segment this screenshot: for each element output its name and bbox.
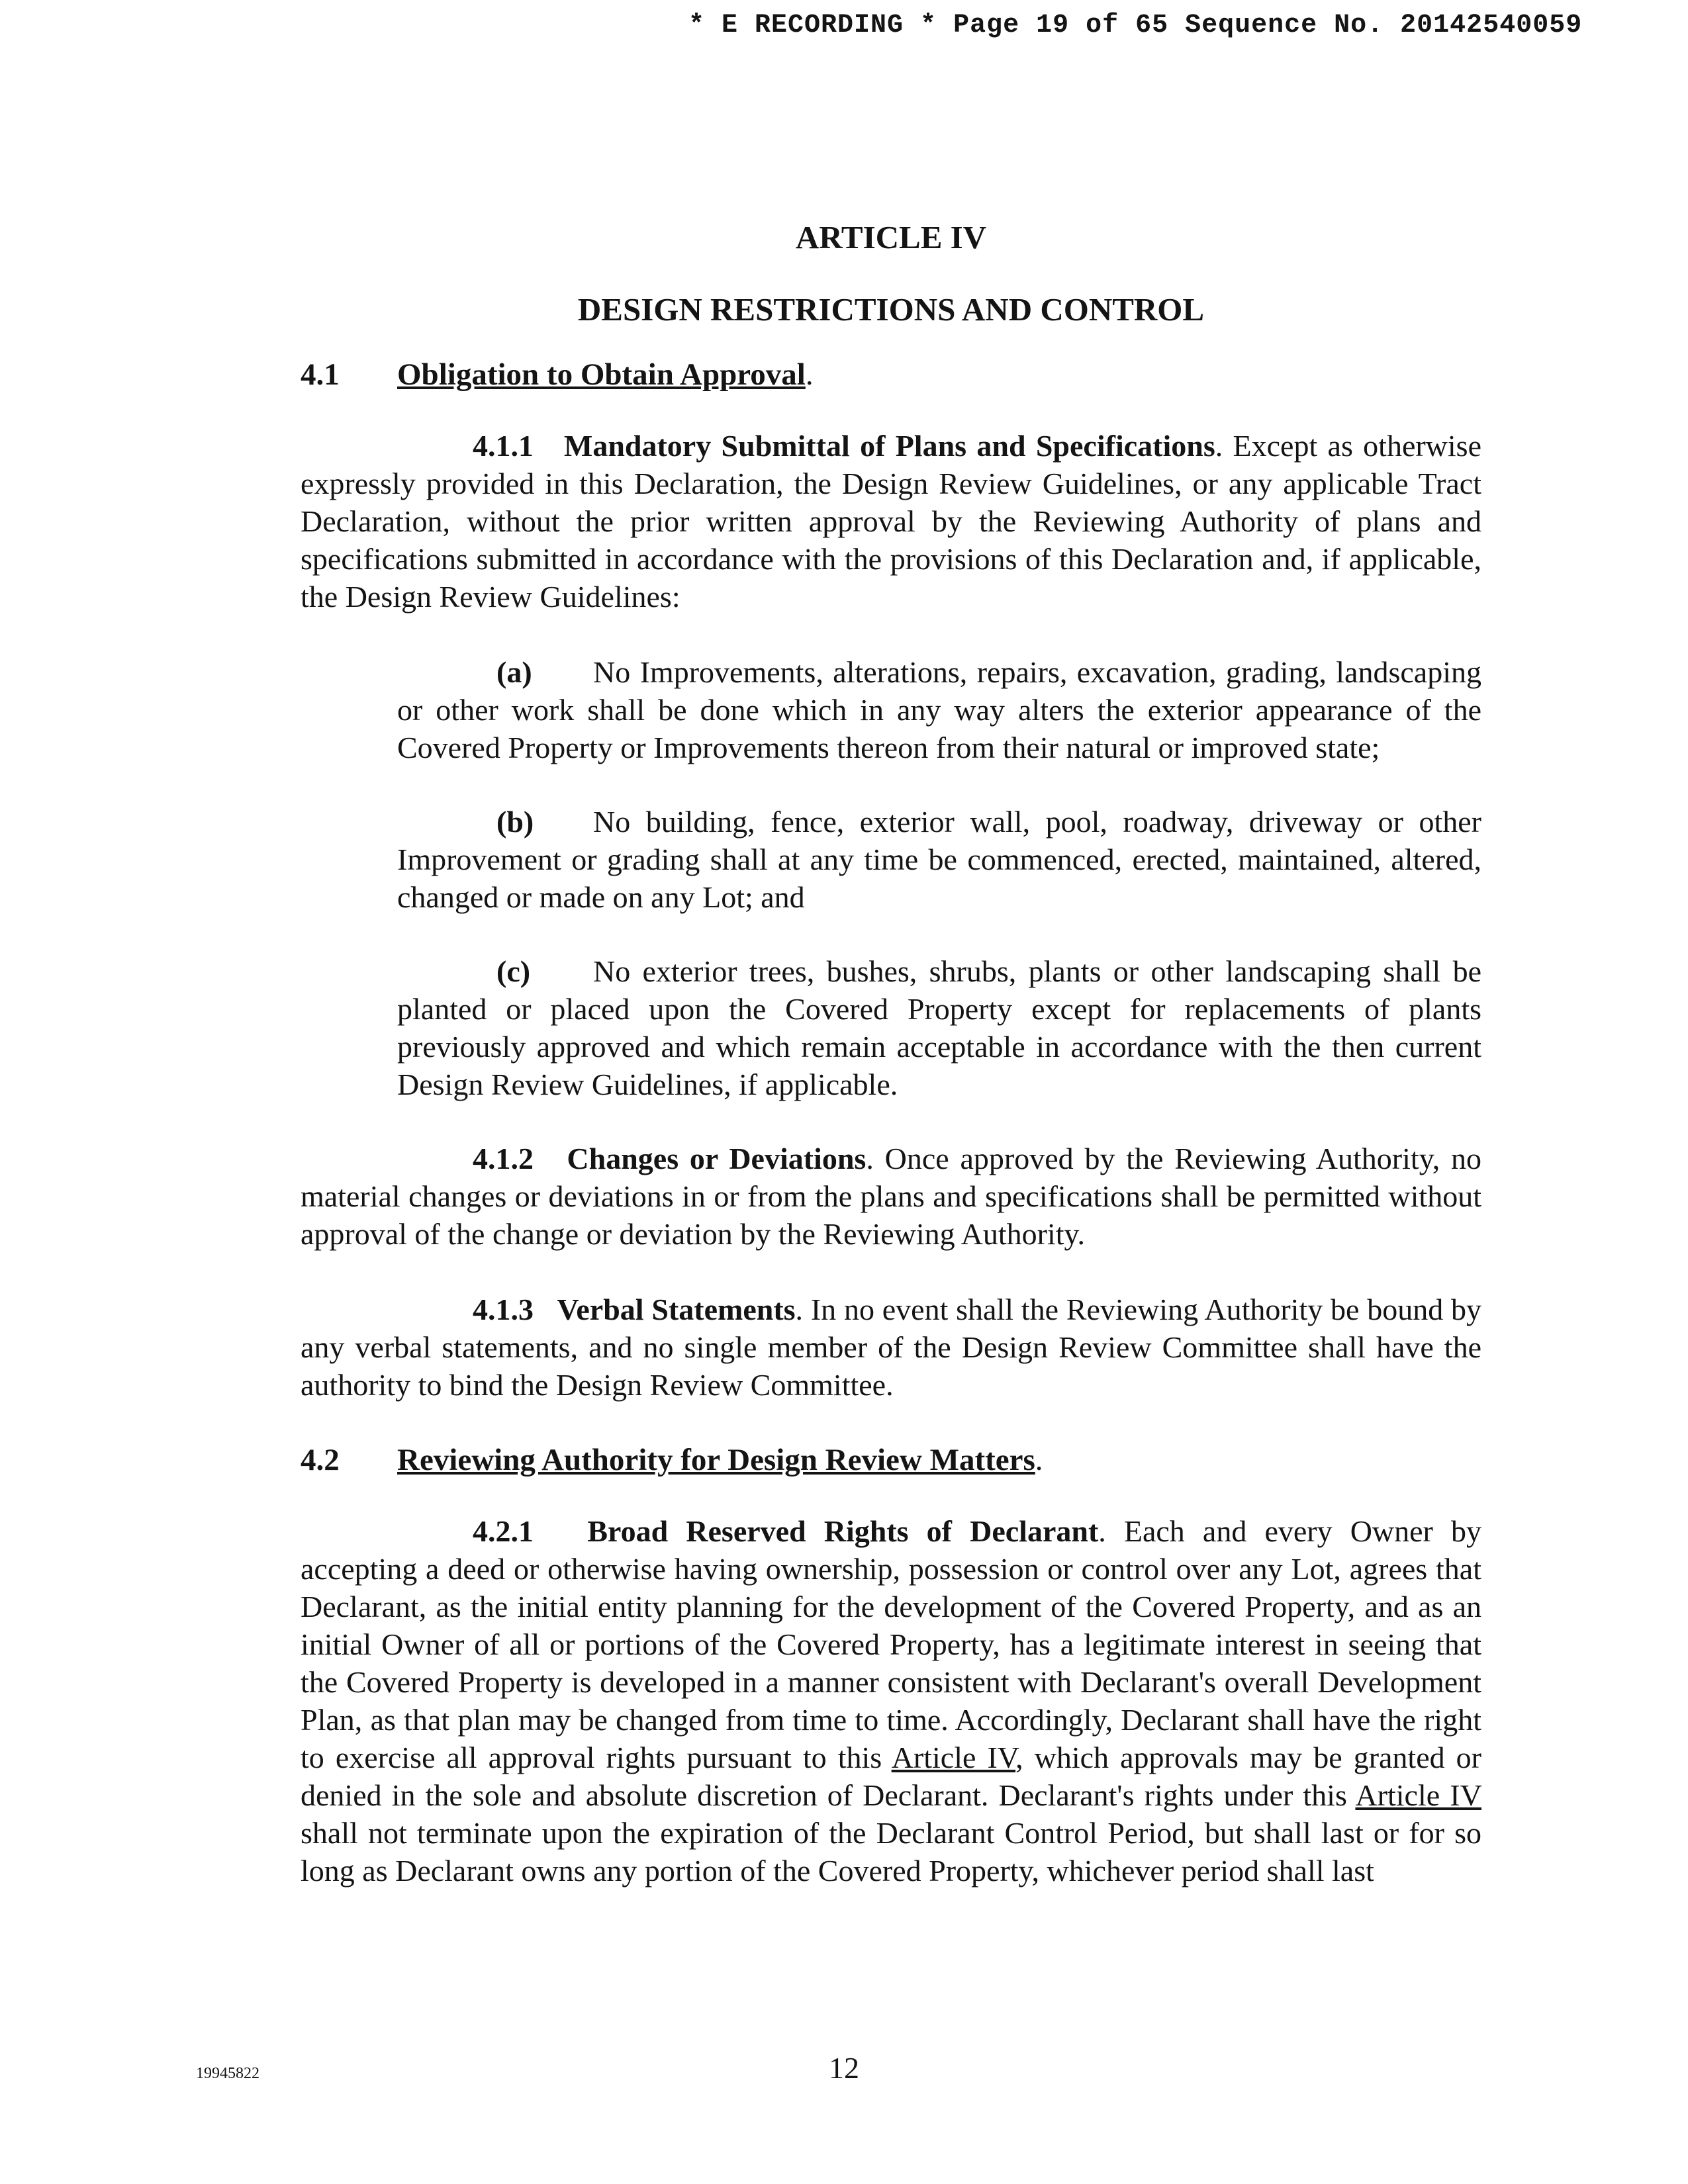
paragraph-4-1-2 (301, 1140, 1481, 1253)
item-label: (a) (496, 655, 532, 689)
recording-header: * E RECORDING * Page 19 of 65 Sequence No. 20142540059 (688, 11, 1583, 40)
item-label: (c) (496, 954, 531, 988)
subsection-number: 4.1.1 (473, 429, 534, 463)
paragraph-text: . Except as otherwise expressly provided in this Declaration, the Design Review Guidelines, or any applicable Tract Declaration, without the prior written approval by the Reviewing Authority of plans and specifications submitted in accordance with the provisions of this Declaration and, if applicable, the Design Review Guidelines: (301, 429, 1482, 614)
article-reference: Article IV (891, 1741, 1016, 1774)
section-heading-4-1 (301, 356, 1481, 394)
list-item-a (397, 653, 1481, 766)
paragraph-text: . Each and every Owner by accepting a deed or otherwise having ownership, possession or control over any Lot, agrees that Declarant, as the initial entity planning for the development of the Covered Property, and as an initial Owner of all or portions of the Covered Property, has a legitimate interest in seeing that the Covered Property is developed in a manner consistent with Declarant's overall Development Plan, as that plan may be changed from time to time. Accordingly, Declarant shall have the right to exercise all approval rights pursuant to this (301, 1514, 1481, 1774)
subsection-title: Verbal Statements (557, 1293, 796, 1326)
article-reference: Article IV (1355, 1778, 1482, 1812)
section-title: Reviewing Authority for Design Review Matters (397, 1443, 1035, 1477)
paragraph-text: . Once approved by the Reviewing Authority, no material changes or deviations in or from the plans and specifications shall be permitted without approval of the change or deviation by the Reviewing Authority. (301, 1142, 1482, 1251)
list-item-c (397, 952, 1481, 1103)
paragraph-text: , which approvals may be granted or denied in the sole and absolute discretion of Declarant. Declarant's rights under this (301, 1741, 1481, 1812)
subsection-number: 4.1.2 (473, 1142, 534, 1175)
subsection-title: Changes or Deviations (567, 1142, 867, 1175)
article-subtitle: DESIGN RESTRICTIONS AND CONTROL (577, 291, 1205, 328)
item-label: (b) (496, 805, 534, 839)
paragraph-4-1-1 (301, 427, 1481, 615)
article-title: ARTICLE IV (795, 219, 987, 255)
subsection-title: Broad Reserved Rights of Declarant (587, 1514, 1099, 1548)
item-text: No building, fence, exterior wall, pool, roadway, driveway or other Improvement or grading shall at any time be commenced, erected, maintained, altered, changed or made on any Lot; and (397, 805, 1481, 914)
item-text: No Improvements, alterations, repairs, excavation, grading, landscaping or other work shall be done which in any way alters the exterior appearance of the Covered Property or Improvements thereon from their natural or improved state; (397, 655, 1481, 764)
paragraph-4-2-1 (301, 1512, 1481, 1889)
list-item-b (397, 803, 1481, 916)
paragraph-text: . In no event shall the Reviewing Authority be bound by any verbal statements, and no single member of the Design Review Committee shall have the authority to bind the Design Review Committee. (301, 1293, 1482, 1402)
section-number: 4.1 (301, 357, 340, 392)
paragraph-4-1-3 (301, 1291, 1481, 1404)
section-heading-4-2 (301, 1441, 1481, 1479)
subsection-title: Mandatory Submittal of Plans and Specifications (563, 429, 1215, 463)
section-period: . (1035, 1443, 1043, 1477)
section-number: 4.2 (301, 1443, 340, 1477)
section-period: . (805, 357, 814, 392)
section-title: Obligation to Obtain Approval (397, 357, 806, 392)
item-text: No exterior trees, bushes, shrubs, plants or other landscaping shall be planted or placed upon the Covered Property except for replacements of plants previously approved and which remain acceptable in accordance with the then current Design Review Guidelines, if applicable. (397, 954, 1481, 1101)
subsection-number: 4.2.1 (473, 1514, 534, 1548)
page-number: 12 (829, 2051, 859, 2085)
document-page (301, 218, 1481, 1889)
subsection-number: 4.1.3 (473, 1293, 534, 1326)
document-id: 19945822 (196, 2065, 259, 2082)
paragraph-text: shall not terminate upon the expiration of the Declarant Control Period, but shall last or for so long as Declarant owns any portion of the Covered Property, whichever period shall last (301, 1816, 1481, 1888)
